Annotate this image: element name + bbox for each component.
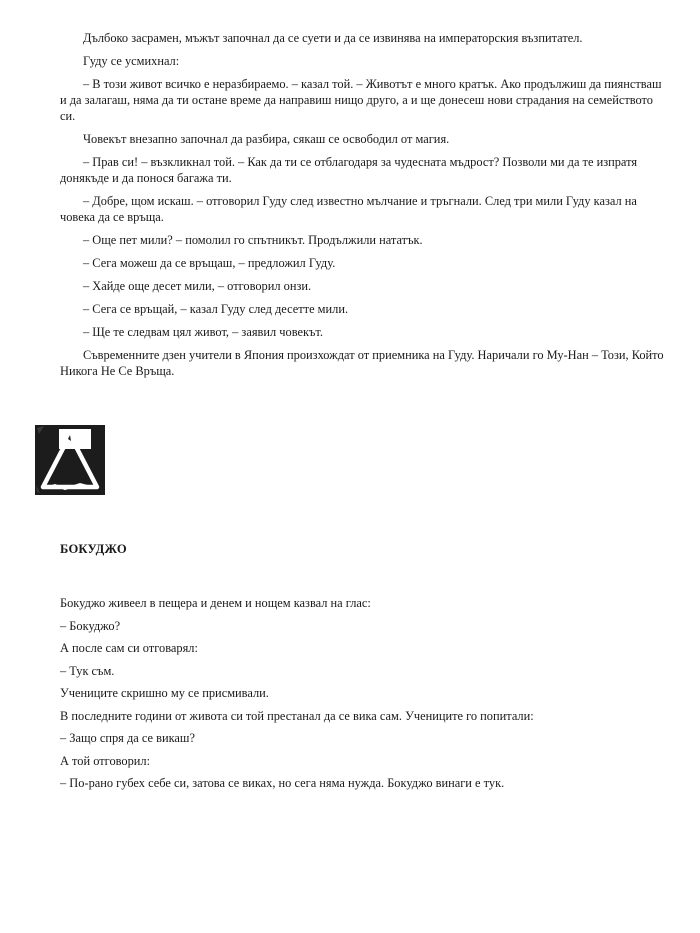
paragraph: А после сам си отговарял: — [60, 641, 198, 655]
paragraph: – По-рано губех себе си, затова се виках, но сега няма нужда. Бокуджо винаги е тук. — [60, 776, 505, 790]
previous-story-text — [60, 30, 664, 386]
paragraph: – Защо спря да се викаш? — [60, 731, 195, 745]
paragraph: – Сега можеш да се връщаш, – предложил Гуду. — [83, 256, 336, 270]
triangle-emblem-icon — [35, 425, 105, 495]
paragraph: Човекът внезапно започнал да разбира, сякаш се освободил от магия. — [83, 132, 450, 146]
paragraph: – Хайде още десет мили, – отговорил онзи. — [83, 279, 312, 293]
paragraph: Учениците скришно му се присмивали. — [60, 686, 269, 700]
paragraph: Бокуджо живеел в пещера и денем и нощем казвал на глас: — [60, 596, 371, 610]
paragraph: – Сега се връщай, – казал Гуду след десетте мили. — [83, 302, 349, 316]
bokujo-story-text — [60, 595, 664, 798]
paragraph: – Прав си! – възкликнал той. – Как да ти се отблагодаря за чудесната мъдрост? Позволи ми да те изпратя донякъде и да понося багажа ти. — [60, 155, 638, 185]
paragraph: В последните години от живота си той престанал да се вика сам. Учениците го попитали: — [60, 708, 534, 723]
paragraph: Съвременните дзен учители в Япония произхождат от приемника на Гуду. Наричали го Му-Нан – Този, Който Никога Не Се Връща. — [60, 348, 664, 378]
paragraph: – Бокуджо? — [60, 618, 121, 633]
paragraph: – Още пет мили? – помолил го спътникът. Продължили нататък. — [83, 233, 423, 247]
paragraph: – В този живот всичко е неразбираемо. – казал той. – Животът е много кратък. Ако продължиш да пиянстваш и да залагаш, няма да ти остане време да направиш нищо друго, а и ще донесеш нови страдания на семейството си. — [60, 77, 662, 123]
paragraph: – Добре, щом искаш. – отговорил Гуду след известно мълчание и тръгнали. След три мили Гуду казал на човека да се връща. — [60, 194, 637, 224]
paragraph: Дълбоко засрамен, мъжът започнал да се суети и да се извинява на императорския възпитател. — [83, 31, 583, 45]
section-heading: БОКУДЖО — [60, 542, 127, 556]
paragraph: Гуду се усмихнал: — [83, 54, 180, 68]
paragraph: – Тук съм. — [60, 663, 115, 678]
paragraph: А той отговорил: — [60, 753, 151, 768]
paragraph: – Ще те следвам цял живот, – заявил човекът. — [83, 325, 323, 339]
